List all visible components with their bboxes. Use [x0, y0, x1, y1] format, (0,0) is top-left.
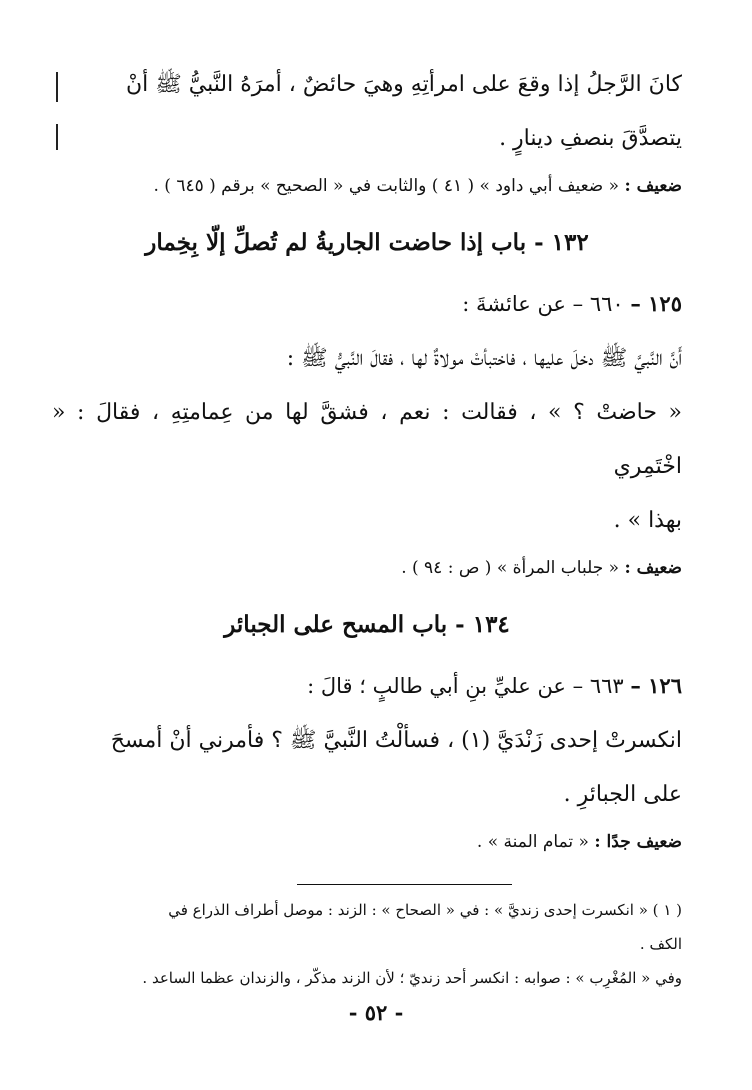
ruling-label: ضعيف : [624, 176, 682, 196]
ruling-label: ضعيف : [624, 558, 682, 578]
page-body [52, 58, 682, 995]
intro-line: يتصدَّقَ بنصفِ دينارٍ . [499, 126, 682, 151]
hadith-reference: ٦٦٠ – عن عائشةَ : [462, 292, 624, 316]
hadith-line: بهذا » . [613, 508, 682, 533]
hadith-reference: ٦٦٣ – عن عليِّ بنِ أبي طالبٍ ؛ قالَ : [307, 674, 624, 698]
hadith-line: « حاضتْ ؟ » ، فقالت : نعم ، فشقَّ لها من عِمامتِهِ ، فقالَ : « اخْتَمِري [52, 400, 682, 479]
ruling [52, 548, 682, 588]
ruling-text: « جلباب المرأة » ( ص : ٩٤ ) . [401, 558, 620, 578]
footnote-separator [297, 884, 512, 885]
hadith-serial: ١٢٦ – [630, 673, 682, 698]
ruling-text: « ضعيف أبي داود » ( ٤١ ) والثابت في « الصحيح » برقم ( ٦٤٥ ) . [153, 176, 620, 196]
ruling [52, 822, 682, 862]
ruling-label: ضعيف جدًا : [594, 832, 682, 852]
chapter-heading: ١٣٢ - باب إذا حاضت الجاريةُ لم تُصلِّ إلّا بِخِمار [145, 229, 589, 256]
hadith-line: على الجبائرِ . [563, 782, 682, 807]
page-number: - ٥٢ - [348, 1000, 404, 1025]
ruling [52, 166, 682, 206]
hadith-number [52, 658, 682, 714]
chapter-heading: ١٣٤ - باب المسح على الجبائر [224, 611, 510, 638]
hadith-line: أَنَّ النَّبيَّ ﷺ دخلَ عليها ، فاختبأتْ مولاةٌ لها ، فقالَ النَّبيُّ ﷺ : [286, 346, 682, 371]
hadith-number [52, 276, 682, 332]
footnote: ( ١ ) « انكسرت إحدى زنديَّ » : في « الصحاح » : الزند : موصل أطراف الذراع في [168, 901, 682, 919]
hadith-line: انكسرتْ إحدى زَنْدَيَّ (١) ، فسألْتُ النَّبيَّ ﷺ ؟ فأمرني أنْ أمسحَ [110, 728, 682, 753]
footnote: وفي « المُغْرِب » : صوابه : انكسر أحد زنديّ ؛ لأن الزند مذكّر ، والزندان عظما الساعد . [142, 969, 682, 987]
footnote: الكف . [639, 935, 682, 953]
hadith-serial: ١٢٥ – [630, 291, 682, 316]
ruling-text: « تمام المنة » . [476, 832, 589, 852]
footnote-separator-wrap [52, 884, 682, 885]
intro-line: كانَ الرَّجلُ إذا وقعَ على امرأتِهِ وهيَ حائضٌ ، أمرَهُ النَّبيُّ ﷺ أنْ [125, 72, 682, 97]
